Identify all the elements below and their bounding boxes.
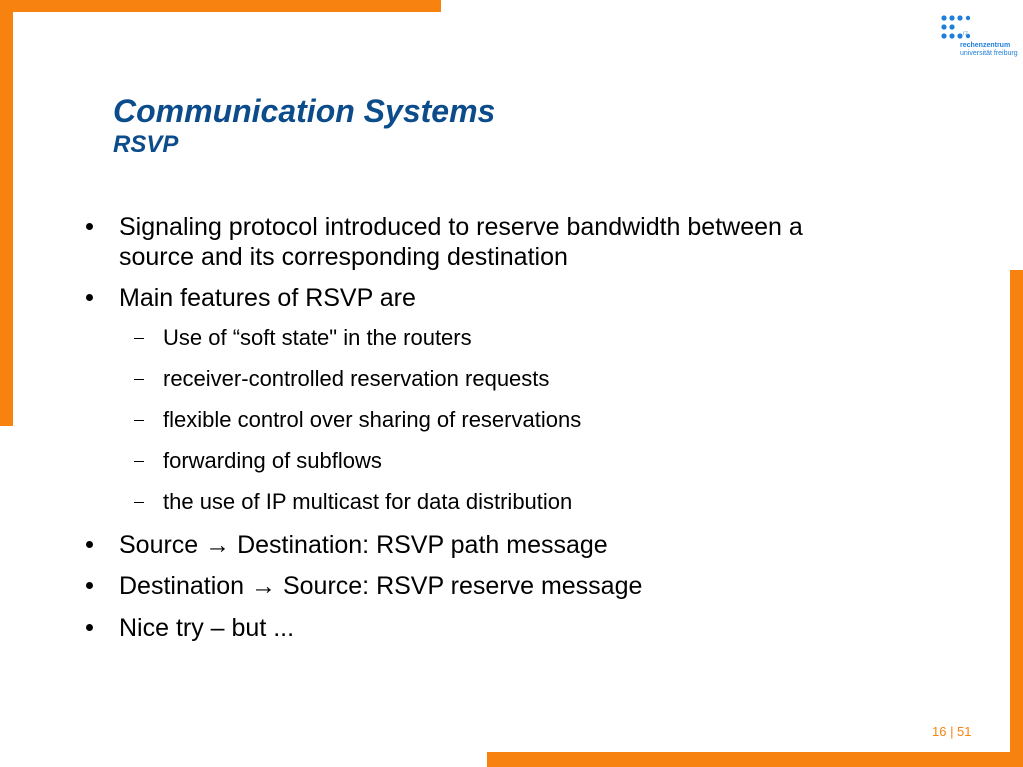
sub-bullet-item	[163, 489, 572, 515]
sub-bullet-item	[163, 407, 581, 433]
page-number: 16 | 51	[932, 724, 972, 739]
slide-title: Communication Systems	[113, 93, 496, 129]
sub-bullet-item	[163, 325, 472, 351]
sub-bullet-text: forwarding of subflows	[163, 448, 382, 473]
bullet-item	[119, 283, 416, 313]
bullet-item	[119, 571, 642, 601]
bullet-dot-icon	[86, 582, 93, 589]
logo-line-1: rechenzentrum	[960, 42, 1011, 49]
bullet-continuation	[119, 242, 568, 272]
sub-bullet-item	[163, 366, 549, 392]
sub-bullet-text: Use of “soft state" in the routers	[163, 325, 472, 350]
bullet-text: Nice try – but ...	[119, 614, 295, 642]
bullet-text: Signaling protocol introduced to reserve bandwidth between a	[119, 213, 803, 241]
sub-bullet-text: flexible control over sharing of reservations	[163, 407, 582, 432]
slide-subtitle: RSVP	[113, 131, 179, 158]
bullet-dot-icon	[86, 223, 93, 230]
bullet-item	[119, 212, 803, 242]
logo-mark: rz	[963, 31, 968, 37]
bullet-item	[119, 530, 608, 560]
bullet-text: Source → Destination: RSVP path message	[119, 531, 608, 559]
bullet-dot-icon	[86, 624, 93, 631]
bullet-dot-icon	[86, 541, 93, 548]
sub-bullet-text: receiver-controlled reservation requests	[163, 366, 550, 391]
dash-icon	[134, 502, 144, 503]
bullet-dot-icon	[86, 294, 93, 301]
dash-icon	[134, 379, 144, 380]
bullet-text: Destination → Source: RSVP reserve message	[119, 572, 643, 600]
dash-icon	[134, 338, 144, 339]
bullet-item	[119, 613, 294, 643]
sub-bullet-text: the use of IP multicast for data distribution	[163, 489, 573, 514]
dash-icon	[134, 420, 144, 421]
logo-line-2: universität freiburg	[960, 50, 1018, 57]
bullet-text: source and its corresponding destination	[119, 243, 568, 271]
dash-icon	[134, 461, 144, 462]
bullet-text: Main features of RSVP are	[119, 284, 416, 312]
sub-bullet-item	[163, 448, 382, 474]
